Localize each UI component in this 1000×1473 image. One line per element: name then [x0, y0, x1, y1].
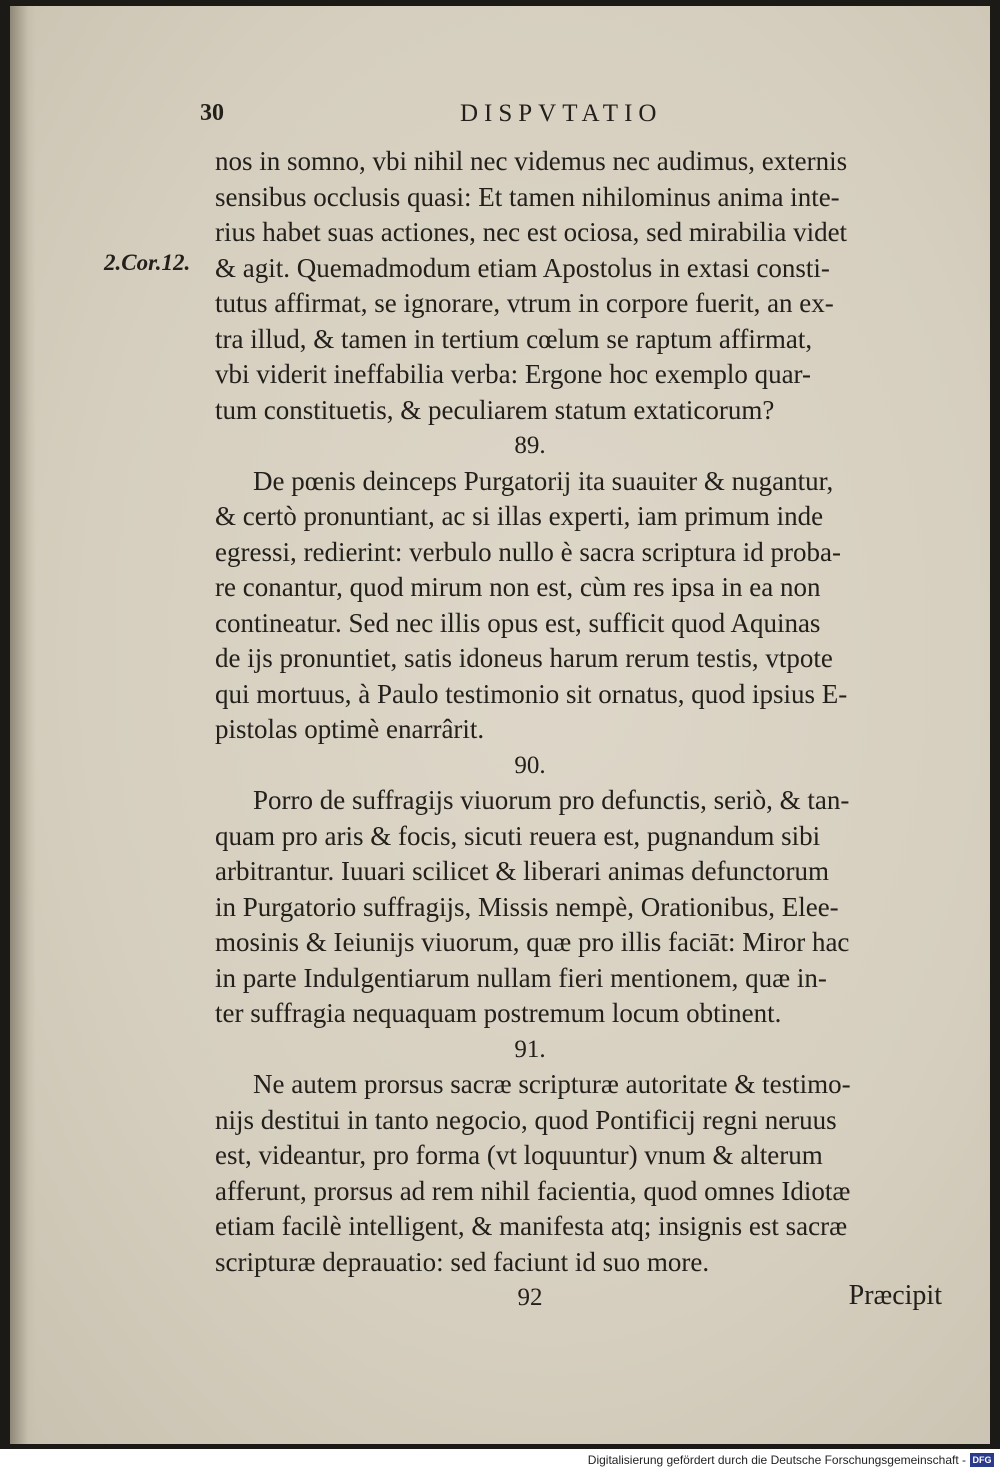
text-line: mosinis & Ieiunijs viuorum, quæ pro illis faciāt: Miror hac [215, 927, 850, 957]
text-line: re conantur, quod mirum non est, cùm res ipsa in ea non [215, 572, 821, 602]
text-line: contineatur. Sed nec illis opus est, sufficit quod Aquinas [215, 607, 821, 638]
margin-note: 2.Cor.12. [104, 250, 191, 275]
dfg-logo: DFG [970, 1453, 994, 1467]
text-line: sensibus occlusis quasi: Et tamen nihilominus anima inte- [215, 181, 840, 212]
text-line: Ne autem prorsus sacræ scripturæ autoritate & testimo- [253, 1069, 851, 1099]
text-line: in Purgatorio suffragijs, Missis nempè, Orationibus, Elee- [215, 891, 839, 922]
text-line: scripturæ deprauatio: sed faciunt id suo more. [215, 1246, 710, 1277]
footer-credit: Digitalisierung gefördert durch die Deutsche Forschungsgemeinschaft - [587, 1453, 966, 1467]
text-line: ter suffragia nequaquam postremum locum obtinent. [215, 998, 782, 1028]
text-line: nijs destitui in tanto negocio, quod Pontificij regni neruus [215, 1104, 837, 1135]
section-number: 92 [517, 1284, 543, 1311]
section-number: 89. [514, 432, 546, 459]
running-head [200, 100, 960, 136]
page-number: 30 [200, 100, 224, 126]
running-title: DISPVTATIO [460, 100, 663, 127]
text-line: etiam facilè intelligent, & manifesta atq; insignis est sacræ [215, 1211, 848, 1241]
text-line: in parte Indulgentiarum nullam fieri mentionem, quæ in- [215, 962, 827, 993]
text-line: arbitrantur. Iuuari scilicet & liberari animas defunctorum [215, 856, 830, 886]
text-line: De pœnis deinceps Purgatorij ita suauiter & nugantur, [253, 465, 834, 496]
text-line: tra illud, & tamen in tertium cœlum se raptum affirmat, [215, 323, 813, 354]
text-line: afferunt, prorsus ad rem nihil facientia, quod omnes Idiotæ [215, 1175, 851, 1206]
footer-bar [0, 1449, 1000, 1473]
text-line: rius habet suas actiones, nec est ociosa, sed mirabilia videt [215, 217, 848, 247]
text-line: est, videantur, pro forma (vt loquuntur) vnum & alterum [215, 1140, 823, 1170]
page-gutter-shadow [10, 6, 36, 1444]
text-line: & certò pronuntiant, ac si illas experti, iam primum inde [215, 501, 824, 531]
text-line: & agit. Quemadmodum etiam Apostolus in extasi consti- [215, 252, 830, 283]
text-line: nos in somno, vbi nihil nec videmus nec audimus, externis [215, 146, 848, 176]
section-number: 91. [514, 1035, 546, 1063]
section-number: 90. [514, 751, 546, 779]
text-line: qui mortuus, à Paulo testimonio sit ornatus, quod ipsius E- [215, 678, 848, 709]
text-line: vbi viderit ineffabilia verba: Ergone hoc exemplo quar- [215, 359, 812, 389]
catchword: Præcipit [848, 1280, 942, 1311]
text-line: de ijs pronuntiet, satis idoneus harum rerum testis, vtpote [215, 643, 833, 673]
text-line: quam pro aris & focis, sicuti reuera est, pugnandum sibi [215, 820, 821, 851]
text-line: tum constituetis, & peculiarem statum extaticorum? [215, 394, 775, 425]
text-line: pistolas optimè enarrârit. [215, 714, 485, 744]
text-line: egressi, redierint: verbulo nullo è sacra scriptura id proba- [215, 536, 842, 567]
text-line: tutus affirmat, se ignorare, vtrum in corpore fuerit, an ex- [215, 288, 834, 318]
text-line: Porro de suffragijs viuorum pro defunctis, seriò, & tan- [253, 785, 850, 815]
body-text [215, 144, 955, 1316]
